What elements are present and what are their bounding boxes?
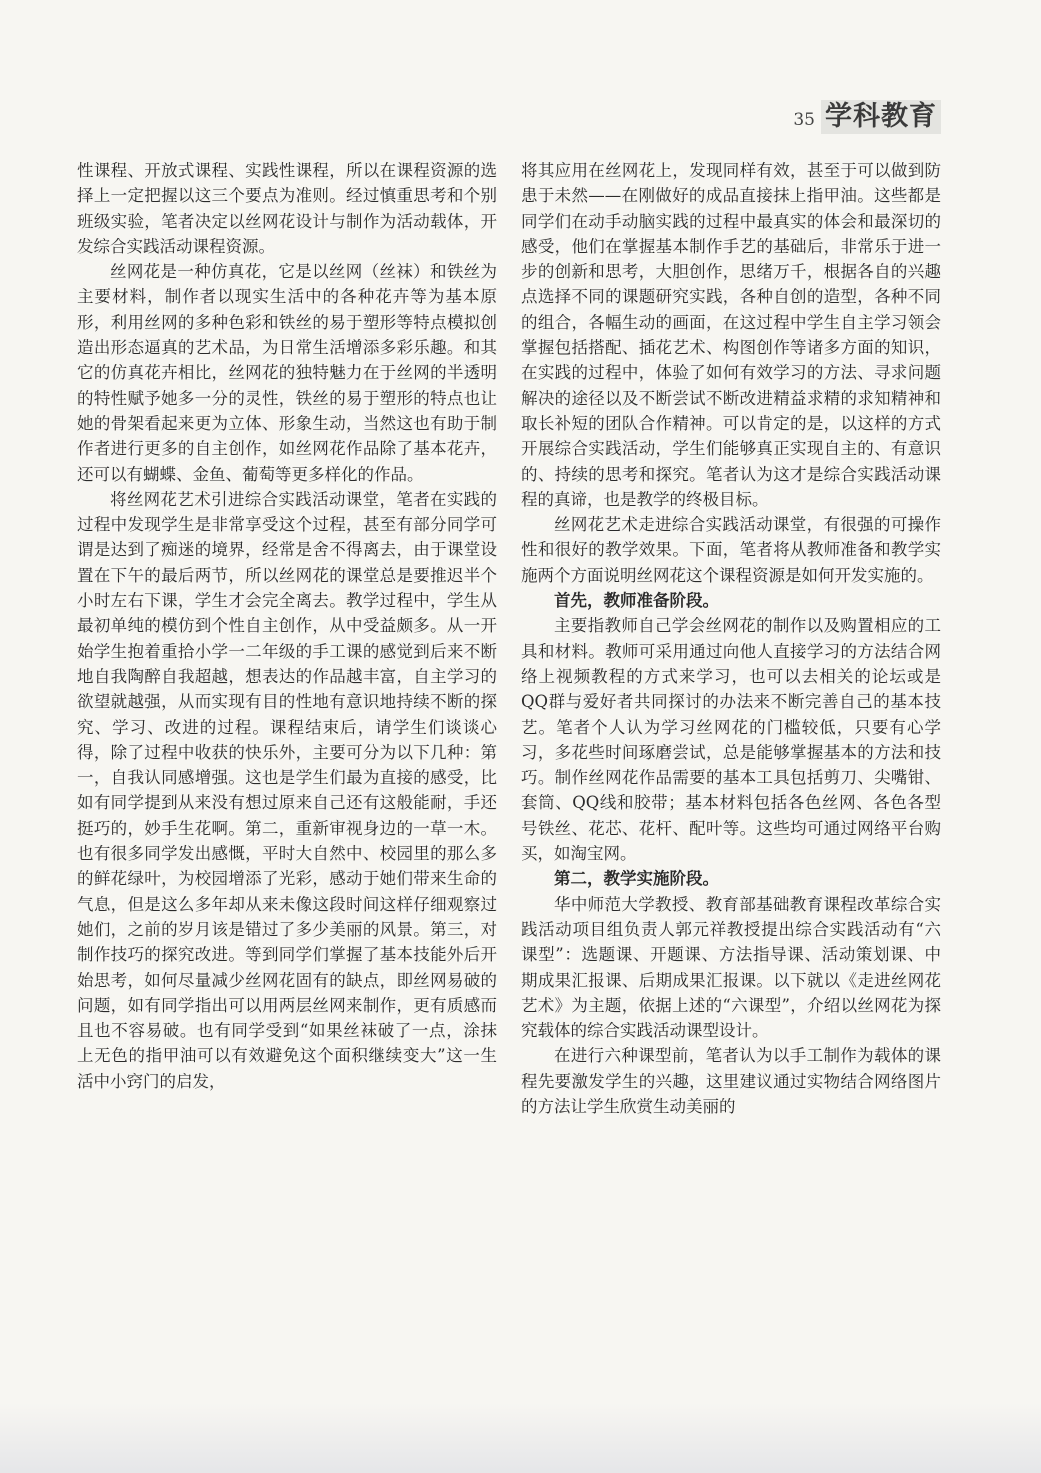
section-heading: 第二，教学实施阶段。 <box>554 869 719 889</box>
paragraph: 丝网花是一种仿真花，它是以丝网（丝袜）和铁丝为主要材料，制作者以现实生活中的各种花卉等为基本原形，利用丝网的多种色彩和铁丝的易于塑形等特点模拟创造出形态逼真的艺术品，为日常生活增添多彩乐趣。和其它的仿真花卉相比，丝网花的独特魅力在于丝网的半透明的特性赋予她多一分的灵性，铁丝的易于塑形的特点也让她的骨架看起来更为立体、形象生动，当然这也有助于制作者进行更多的自主创作，如丝网花作品除了基本花卉，还可以有蝴蝶、金鱼、葡萄等更多样化的作品。 <box>77 262 497 484</box>
page-header <box>793 100 941 134</box>
right-column <box>521 158 941 1119</box>
page-number: 35 <box>793 110 815 130</box>
paragraph: 主要指教师自己学会丝网花的制作以及购置相应的工具和材料。教师可采用通过向他人直接学习的方法结合网络上视频教程的方式来学习，也可以去相关的论坛或是QQ群与爱好者共同探讨的办法来不断完善自己的基本技艺。笔者个人认为学习丝网花的门槛较低，只要有心学习，多花些时间琢磨尝试，总是能够掌握基本的方法和技巧。制作丝网花作品需要的基本工具包括剪刀、尖嘴钳、套筒、QQ线和胶带；基本材料包括各色丝网、各色各型号铁丝、花芯、花杆、配叶等。这些均可通过网络平台购买，如淘宝网。 <box>521 616 941 864</box>
paragraph: 华中师范大学教授、教育部基础教育课程改革综合实践活动项目组负责人郭元祥教授提出综合实践活动有“六课型”：选题课、开题课、方法指导课、活动策划课、中期成果汇报课、后期成果汇报课。以下就以《走进丝网花艺术》为主题，依据上述的“六课型”，介绍以丝网花为探究载体的综合实践活动课型设计。 <box>521 894 941 1041</box>
paragraph: 将丝网花艺术引进综合实践活动课堂，笔者在实践的过程中发现学生是非常享受这个过程，甚至有部分同学可谓是达到了痴迷的境界，经常是舍不得离去，由于课堂设置在下午的最后两节，所以丝网花的课堂总是要推迟半个小时左右下课，学生才会完全离去。教学过程中，学生从最初单纯的模仿到个性自主创作，从中受益颇多。从一开始学生抱着重拾小学一二年级的手工课的感觉到后来不断地自我陶醉自我超越，想表达的作品越丰富，自主学习的欲望就越强，从而实现有目的性地有意识地持续不断的探究、学习、改进的过程。课程结束后，请学生们谈谈心得，除了过程中收获的快乐外，主要可分为以下几种：第一，自我认同感增强。这也是学生们最为直接的感受，比如有同学提到从来没有想过原来自己还有这般能耐，手还挺巧的，妙手生花啊。第二，重新审视身边的一草一木。也有很多同学发出感慨，平时大自然中、校园里的那么多的鲜花绿叶，为校园增添了光彩，感动于她们带来生命的气息，但是这么多年却从来未像这段时间这样仔细观察过她们，之前的岁月该是错过了多少美丽的风景。第三，对制作技巧的探究改进。等到同学们掌握了基本技能外后开始思考，如何尽量减少丝网花固有的缺点，即丝网易破的问题，如有同学指出可以用两层丝网来制作，更有质感而且也不容易破。也有同学受到“如果丝袜破了一点，涂抹上无色的指甲油可以有效避免这个面积继续变大”这一生活中小窍门的启发， <box>77 489 497 1091</box>
paragraph: 将其应用在丝网花上，发现同样有效，甚至于可以做到防患于未然——在刚做好的成品直接抹上指甲油。这些都是同学们在动手动脑实践的过程中最真实的体会和最深切的感受，他们在掌握基本制作手艺的基础后，非常乐于进一步的创新和思考，大胆创作，思绪万千，根据各自的兴趣点选择不同的课题研究实践，各种自创的造型，各种不同的组合，各幅生动的画面，在这过程中学生自主学习领会掌握包括搭配、插花艺术、构图创作等诸多方面的知识，在实践的过程中，体验了如何有效学习的方法、寻求问题解决的途径以及不断尝试不断改进精益求精的求知精神和取长补短的团队合作精神。可以肯定的是，以这样的方式开展综合实践活动，学生们能够真正实现自主的、有意识的、持续的思考和探究。笔者认为这才是综合实践活动课程的真谛，也是教学的终极目标。 <box>521 161 941 509</box>
scan-edge <box>0 1403 1041 1473</box>
paragraph: 丝网花艺术走进综合实践活动课堂，有很强的可操作性和很好的教学效果。下面，笔者将从教师准备和教学实施两个方面说明丝网花这个课程资源是如何开发实施的。 <box>521 515 941 585</box>
paragraph: 性课程、开放式课程、实践性课程，所以在课程资源的选择上一定把握以这三个要点为准则。经过慎重思考和个别班级实验，笔者决定以丝网花设计与制作为活动载体，开发综合实践活动课程资源。 <box>77 161 497 256</box>
section-title: 学科教育 <box>821 100 941 134</box>
left-column <box>77 158 497 1094</box>
paragraph: 在进行六种课型前，笔者认为以手工制作为载体的课程先要激发学生的兴趣，这里建议通过实物结合网络图片的方法让学生欣赏生动美丽的 <box>521 1046 941 1116</box>
section-heading: 首先，教师准备阶段。 <box>554 591 719 611</box>
